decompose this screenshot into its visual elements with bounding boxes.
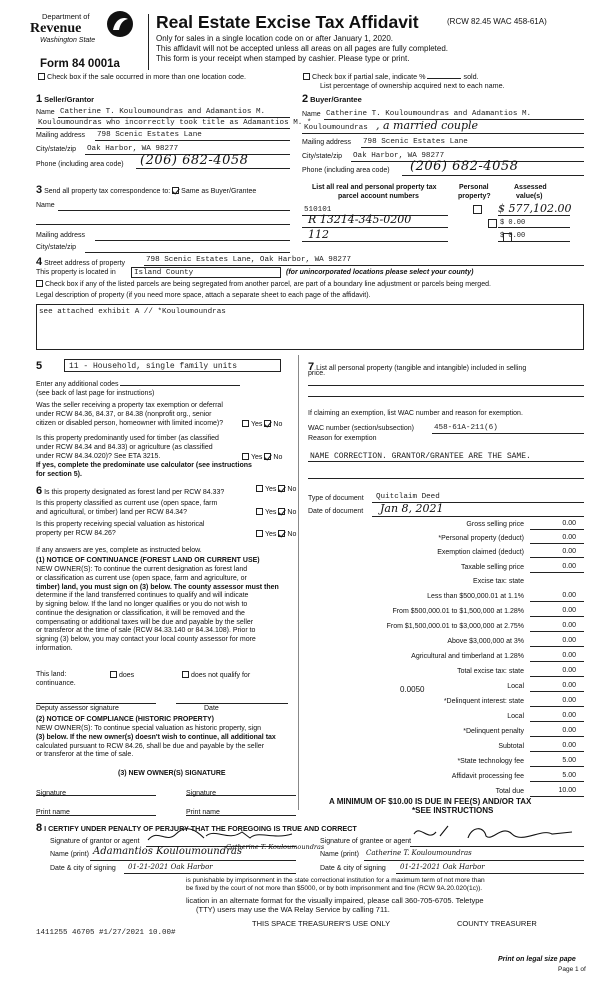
seller-phone-value[interactable]: (206) 682-4058: [140, 153, 249, 168]
section-7-text: 7 List all personal property (tangible and intangible) included in selling: [308, 361, 527, 373]
logo-dept-text: Department of: [42, 12, 90, 21]
parcel-2-line: [302, 241, 448, 242]
deputy-signature-label: Deputy assessor signature: [36, 705, 119, 712]
wac-line: [432, 433, 584, 434]
calc-row-line: [530, 781, 584, 782]
grantee-print-name[interactable]: Catherine T. Kouloumoundras: [366, 849, 472, 857]
historic-yes-checkbox[interactable]: [256, 530, 263, 537]
parcels-header-1: List all real and personal property tax: [312, 184, 437, 191]
grantee-name-line: [364, 860, 584, 861]
seller-name-label: Name: [36, 109, 55, 116]
historic-yes-no: Yes No: [254, 530, 296, 539]
column-divider: [298, 355, 299, 810]
current-use-yes-no: Yes No: [254, 508, 296, 517]
calc-row-value[interactable]: 0.00: [562, 592, 576, 599]
reason-value[interactable]: NAME CORRECTION. GRANTOR/GRANTEE ARE THE SAME.: [310, 452, 531, 461]
legal-label: Legal description of property (if you need more space, attach a separate sheet to each page of the affidavit).: [36, 292, 371, 299]
parcel-1-typed[interactable]: 510101: [304, 206, 332, 214]
parcel-2-hand[interactable]: 112: [308, 228, 329, 241]
corr-extra-line: [36, 224, 290, 225]
cashier-stamp: 1411255 46705 #1/27/2021 10.00#: [36, 929, 176, 937]
timber-no-checkbox[interactable]: [264, 453, 271, 460]
calc-row-label: Local: [507, 683, 524, 690]
doc-type-label: Type of document: [308, 495, 364, 502]
street-value[interactable]: 798 Scenic Estates Lane, Oak Harbor, WA 98277: [146, 256, 352, 264]
wac-label: WAC number (section/subsection): [308, 425, 414, 432]
owner-signature-label-2: Signature: [186, 790, 216, 797]
section-6-q1: 6 Is this property designated as forest land per RCW 84.33?: [36, 485, 225, 497]
calc-row-label: From $1,500,000.01 to $3,000,000 at 2.75%: [386, 623, 524, 630]
calc-row-value[interactable]: 0.00: [562, 652, 576, 659]
calc-row-value[interactable]: 10.00: [558, 787, 576, 794]
grantor-datecity-line: [124, 873, 296, 874]
perjury-line-1: is punishable by imprisonment in the state correctional institution for a maximum term of not more than: [186, 877, 485, 884]
calc-row-label: Affidavit processing fee: [451, 773, 524, 780]
seller-phone-line: [136, 168, 290, 169]
grantee-datecity-label: Date & city of signing: [320, 865, 386, 872]
timber-if-yes: If yes, complete the predominate use calculator (see instructions for section 5).: [36, 462, 252, 478]
corr-mail-label: Mailing address: [36, 232, 86, 239]
grantee-name-label: Name (print): [320, 851, 359, 858]
agency-logo: [18, 10, 136, 60]
calc-row-label: Gross selling price: [466, 521, 524, 528]
logo-agency-text: Revenue: [30, 21, 82, 36]
partial-sale-checkbox[interactable]: [303, 73, 310, 80]
grantor-name-label: Name (print): [50, 851, 89, 858]
deputy-date-label: Date: [204, 705, 219, 712]
personal-header-2: property?: [458, 193, 491, 200]
calc-row-value[interactable]: 5.00: [562, 757, 576, 764]
owner-print-label-2: Print name: [186, 809, 220, 816]
calc-row-line: [530, 706, 584, 707]
segregated-row: Check box if any of the listed parcels are being segregated from another parcel, are part of a boundary line adjustment or parcels being merged.: [34, 280, 491, 289]
buyer-name-label: Name: [302, 111, 321, 118]
personal-checkbox-2[interactable]: [488, 219, 497, 228]
perjury-line-2: be fixed by the court of not more than $5000, or by both imprisonment and fine (RCW 9A.20.020(1c)).: [186, 885, 483, 892]
calc-row-label: Excise tax: state: [473, 578, 524, 585]
calc-row-label: Subtotal: [498, 743, 524, 750]
this-land-label: This land:: [36, 671, 67, 678]
timber-yes-no: Yes No: [240, 453, 282, 462]
section-2-heading: 2 Buyer/Grantee: [302, 93, 362, 105]
seller-mail-label: Mailing address: [36, 132, 86, 139]
same-as-buyer-checkbox[interactable]: [172, 187, 179, 194]
exempt-question: Was the seller receiving a property tax exemption or deferral under RCW 84.36, 84.37, or 84.38 (nonprofit org., senior citizen or disabled person, homeowner with limited income)?: [36, 402, 224, 427]
assessed-line-1: [498, 215, 570, 216]
doc-type-value[interactable]: Quitclaim Deed: [376, 493, 440, 501]
seller-name-line: [58, 117, 290, 118]
calc-row-value[interactable]: 0.00: [562, 742, 576, 749]
grantee-signature-icon[interactable]: [412, 822, 580, 844]
deputy-date-line: [176, 703, 288, 704]
calc-row-value[interactable]: 0.00: [562, 622, 576, 629]
notice-2-heading: (2) NOTICE OF COMPLIANCE (HISTORIC PROPERTY): [36, 716, 214, 723]
exempt-no-checkbox[interactable]: [264, 420, 271, 427]
seller-name-cont-line: [36, 128, 290, 129]
seller-mail-line: [95, 140, 290, 141]
buyer-mail-value[interactable]: 798 Scenic Estates Lane: [363, 138, 468, 146]
calc-row-value[interactable]: 0.00: [562, 637, 576, 644]
calc-row-value[interactable]: 0.00: [562, 697, 576, 704]
parcels-header-2: parcel account numbers: [338, 193, 419, 200]
grantee-sig-label: Signature of grantee or agent: [320, 838, 412, 845]
forest-no-checkbox[interactable]: [278, 485, 285, 492]
notice-2-body: NEW OWNER(S): To continue special valuation as historic property, sign (3) below. If the new owner(s) doesn't wish to continue, all additional tax calculated pursuant to RCW 84.26, shall be due and payable by the seller or transferor at the time of sale.: [36, 725, 276, 759]
assessed-line-2: [498, 227, 570, 228]
seller-city-label: City/state/zip: [36, 146, 77, 153]
calc-row-label: Exemption claimed (deduct): [437, 549, 524, 556]
calc-row-value[interactable]: 0.00: [562, 682, 576, 689]
parcel-1-hand[interactable]: R 13214-345-0200: [308, 213, 412, 226]
calc-row-label: Less than $500,000.01 at 1.1%: [427, 593, 524, 600]
not-qualify-option: does not qualify for: [180, 671, 250, 680]
corr-name-line: [58, 210, 290, 211]
wa-logo-icon: [106, 10, 134, 40]
calc-row-value[interactable]: 5.00: [562, 772, 576, 779]
grantor-name-line: [90, 860, 296, 861]
seller-phone-label: Phone (including area code): [36, 161, 124, 168]
exempt-yes-checkbox[interactable]: [242, 420, 249, 427]
wac-value[interactable]: 458-61A-211(6): [434, 424, 498, 432]
owner-signature-label-1: Signature: [36, 790, 66, 797]
reason-label: Reason for exemption: [308, 435, 377, 442]
calc-row-line: [530, 572, 584, 573]
if-yes-instruction: If any answers are yes, complete as instructed below.: [36, 547, 202, 554]
form-statute: (RCW 82.45 WAC 458-61A): [447, 17, 547, 26]
segregated-checkbox[interactable]: [36, 280, 43, 287]
doc-date-value[interactable]: Jan 8, 2021: [380, 502, 444, 515]
buyer-name-value[interactable]: Catherine T. Kouloumoundras and Adamantios M.: [326, 110, 532, 118]
does-qualify-checkbox[interactable]: [110, 671, 117, 678]
county-treasurer-label: COUNTY TREASURER: [457, 919, 537, 928]
section-5-number: 5: [36, 360, 43, 372]
calc-row-line: [530, 661, 584, 662]
calc-row-line: [530, 529, 584, 530]
county-select[interactable]: Island County: [131, 267, 281, 278]
header-line-3: This form is your receipt when stamped by cashier. Please type or print.: [156, 54, 410, 63]
alt-format-line-1: lication in an alternate format for the visually impaired, please call 360-705-6705. Teletype: [186, 896, 484, 905]
located-label: This property is located in: [36, 269, 116, 276]
grantor-datecity-label: Date & city of signing: [50, 865, 116, 872]
reason-line-1: [308, 461, 584, 462]
calc-row-value[interactable]: 0.00: [562, 534, 576, 541]
claim-exemption-label: If claiming an exemption, list WAC number and reason for exemption.: [308, 410, 523, 417]
calc-row-line: [530, 631, 584, 632]
minimum-due-note: A MINIMUM OF $10.00 IS DUE IN FEE(S) AND/OR TAX: [329, 797, 532, 806]
multi-location-checkbox[interactable]: [38, 73, 45, 80]
forest-yes-checkbox[interactable]: [256, 485, 263, 492]
buyer-name-typed2[interactable]: Kouloumoundras: [304, 124, 368, 132]
calc-row-line: [530, 796, 584, 797]
corr-city-label: City/state/zip: [36, 244, 77, 251]
buyer-phone-value[interactable]: (206) 682-4058: [410, 159, 519, 174]
grantor-datecity-value[interactable]: 01-21-2021 Oak Harbor: [128, 863, 213, 871]
notice-3-heading: (3) NEW OWNER(S) SIGNATURE: [118, 770, 226, 777]
calc-row-line: [530, 721, 584, 722]
calc-row-value[interactable]: 0.00: [562, 667, 576, 674]
personal-header-1: Personal: [459, 184, 489, 191]
section-7-text-2: price.: [308, 370, 326, 377]
buyer-city-value[interactable]: Oak Harbor, WA 98277: [353, 152, 445, 160]
continuance-label: continuance.: [36, 680, 76, 687]
personal-property-line-2: [308, 396, 584, 397]
timber-yes-checkbox[interactable]: [242, 453, 249, 460]
header-divider: [148, 14, 149, 70]
doc-date-line: [372, 516, 584, 517]
current-use-yes-checkbox[interactable]: [256, 508, 263, 515]
calc-row-line: [530, 751, 584, 752]
calc-row-label: *Personal property (deduct): [438, 535, 524, 542]
does-not-qualify-checkbox[interactable]: [182, 671, 189, 678]
calc-row-label: *State technology fee: [457, 758, 524, 765]
alt-format-line-2: (TTY) users may use the WA Relay Service by calling 711.: [196, 905, 390, 914]
page-number: Page 1 of: [558, 966, 586, 973]
assessed-value-2[interactable]: $ 0.00: [500, 219, 526, 227]
current-use-no-checkbox[interactable]: [278, 508, 285, 515]
calc-row-label: Agricultural and timberland at 1.28%: [411, 653, 524, 660]
timber-question: Is this property predominantly used for timber (as classified under RCW 84.34 and 84.33) or agriculture (as classified under RCW 84.34.020)? See ETA 3215.: [36, 435, 219, 460]
unincorp-note: (for unincorporated locations please select your county): [286, 269, 474, 276]
corr-mail-line: [95, 240, 290, 241]
calc-row-line: [530, 691, 584, 692]
buyer-mail-line: [361, 147, 584, 148]
list-percentage-note: List percentage of ownership acquired next to each name.: [320, 81, 505, 90]
calc-row-line: [530, 646, 584, 647]
assessed-header-1: Assessed: [514, 184, 547, 191]
calc-row-label: Total excise tax: state: [457, 668, 524, 675]
calc-row-label: *Delinquent interest: state: [443, 698, 524, 705]
see-back-label: (see back of last page for instructions): [36, 390, 155, 397]
calc-row-line: [530, 676, 584, 677]
assessed-header-2: value(s): [516, 193, 543, 200]
local-rate: 0.0050: [400, 685, 425, 694]
grantee-datecity-line: [396, 873, 584, 874]
calc-row-value[interactable]: 0.00: [562, 712, 576, 719]
seller-name-cont[interactable]: Kouloumoundras who incorrectly took title as Adamantios M. *: [38, 119, 312, 127]
grantee-sig-line: [410, 846, 584, 847]
calc-row-label: Local: [507, 713, 524, 720]
grantor-sig-label: Signature of grantor or agent: [50, 838, 140, 845]
deputy-sig-line: [36, 703, 156, 704]
section-4-street: 4 Street address of property: [36, 256, 126, 268]
buyer-name-hand[interactable]: , a married couple: [376, 119, 479, 132]
logo-state-text: Washington State: [40, 37, 96, 44]
notice-1-body: NEW OWNER(S): To continue the current designation as forest land or classification as current use (open space, farm and agriculture, or timber) land, you must sign on (3) below. The county assessor must then determine if the land transferred continues to qualify and will indicate by signing below. If the land no longer qualifies or you do not wish to continue the designation or classification, it will be removed and the compensating or additional taxes will be due and payable by the seller or transferor at the time of sale (RCW 84.33.140 or 84.34.108). Prior to signing (3) below, you may contact your local county assessor for more information.: [36, 566, 279, 652]
buyer-phone-label: Phone (including area code): [302, 167, 390, 174]
calc-row-label: *Delinquent penalty: [463, 728, 524, 735]
grantor-print-name-2[interactable]: Catherine T. Kouloumoundras: [226, 843, 325, 851]
historic-question: Is this property receiving special valuation as historical property per RCW 84.26?: [36, 521, 205, 537]
corr-name-label: Name: [36, 202, 55, 209]
legal-size-note: Print on legal size pape: [498, 956, 576, 963]
calc-row-label: Total due: [495, 788, 524, 795]
section-8-certify: 8 I CERTIFY UNDER PENALTY OF PERJURY THAT THE FOREGOING IS TRUE AND CORRECT: [36, 822, 357, 834]
calc-row-line: [530, 543, 584, 544]
assessed-value-1[interactable]: $ 577,102.00: [498, 202, 572, 215]
legal-description-box[interactable]: [36, 304, 584, 350]
calc-row-value[interactable]: 0.00: [562, 563, 576, 570]
seller-mail-value[interactable]: 798 Scenic Estates Lane: [97, 131, 202, 139]
calc-row-line: [530, 736, 584, 737]
legal-description-value: see attached exhibit A // *Kouloumoundras: [39, 308, 226, 316]
reason-line-2: [308, 478, 584, 479]
calc-row-value[interactable]: 0.00: [562, 520, 576, 527]
calc-row-line: [530, 766, 584, 767]
buyer-name-cont-line: [302, 133, 584, 134]
buyer-mail-label: Mailing address: [302, 139, 352, 146]
assessed-line-3: [498, 241, 570, 242]
grantee-datecity-value[interactable]: 01-21-2021 Oak Harbor: [400, 863, 485, 871]
calc-row-value[interactable]: 0.00: [562, 727, 576, 734]
owner-print-label-1: Print name: [36, 809, 70, 816]
buyer-city-label: City/state/zip: [302, 153, 343, 160]
notice-1-heading: (1) NOTICE OF CONTINUANCE (FOREST LAND OR CURRENT USE): [36, 557, 260, 564]
exempt-yes-no: Yes No: [240, 420, 282, 429]
seller-city-value[interactable]: Oak Harbor, WA 98277: [87, 145, 179, 153]
see-instructions-note: *SEE INSTRUCTIONS: [412, 806, 494, 815]
personal-checkbox-1[interactable]: [473, 205, 482, 214]
calc-row-value[interactable]: 0.00: [562, 548, 576, 555]
form-title: Real Estate Excise Tax Affidavit: [156, 12, 419, 32]
section-3-heading: 3 Send all property tax correspondence to: Same as Buyer/Grantee: [36, 184, 257, 196]
calc-row-label: Taxable selling price: [460, 564, 524, 571]
personal-property-line-1: [308, 385, 584, 386]
partial-sale-row: Check box if partial sale, indicate % sold.: [301, 73, 479, 82]
buyer-phone-line: [402, 175, 584, 176]
current-use-question: Is this property classified as current use (open space, farm and agricultural, or timber) land per RCW 84.34?: [36, 500, 218, 516]
doc-date-label: Date of document: [308, 508, 364, 515]
seller-name-value[interactable]: Catherine T. Kouloumoundras and Adamantios M.: [60, 108, 266, 116]
treasurer-use-label: THIS SPACE TREASURER'S USE ONLY: [252, 919, 391, 928]
calc-row-line: [530, 557, 584, 558]
does-option: does: [108, 671, 134, 680]
additional-codes-label: Enter any additional codes: [36, 381, 240, 389]
forest-yes-no: Yes No: [254, 485, 296, 494]
calc-row-line: [530, 601, 584, 602]
header-line-1: Only for sales in a single location code on or after January 1, 2020.: [156, 34, 394, 43]
section-1-heading: 1 Seller/Grantor: [36, 93, 95, 105]
historic-no-checkbox[interactable]: [278, 530, 285, 537]
land-use-code-select[interactable]: 11 - Household, single family units: [64, 359, 281, 372]
calc-row-line: [530, 616, 584, 617]
calc-row-label: Above $3,000,000 at 3%: [447, 638, 524, 645]
assessed-value-3[interactable]: $ 0.00: [500, 232, 526, 240]
corr-city-line: [85, 252, 290, 253]
multi-location-row: Check box if the sale occurred in more than one location code.: [36, 73, 246, 82]
header-line-2: This affidavit will not be accepted unless all areas on all pages are fully completed.: [156, 44, 449, 53]
calc-row-value[interactable]: 0.00: [562, 607, 576, 614]
form-number: Form 84 0001a: [40, 58, 120, 70]
grantor-print-name[interactable]: Adamantios Kouloumoundras: [93, 846, 242, 857]
street-line: [144, 265, 584, 266]
calc-row-label: From $500,000.01 to $1,500,000 at 1.28%: [392, 608, 524, 615]
